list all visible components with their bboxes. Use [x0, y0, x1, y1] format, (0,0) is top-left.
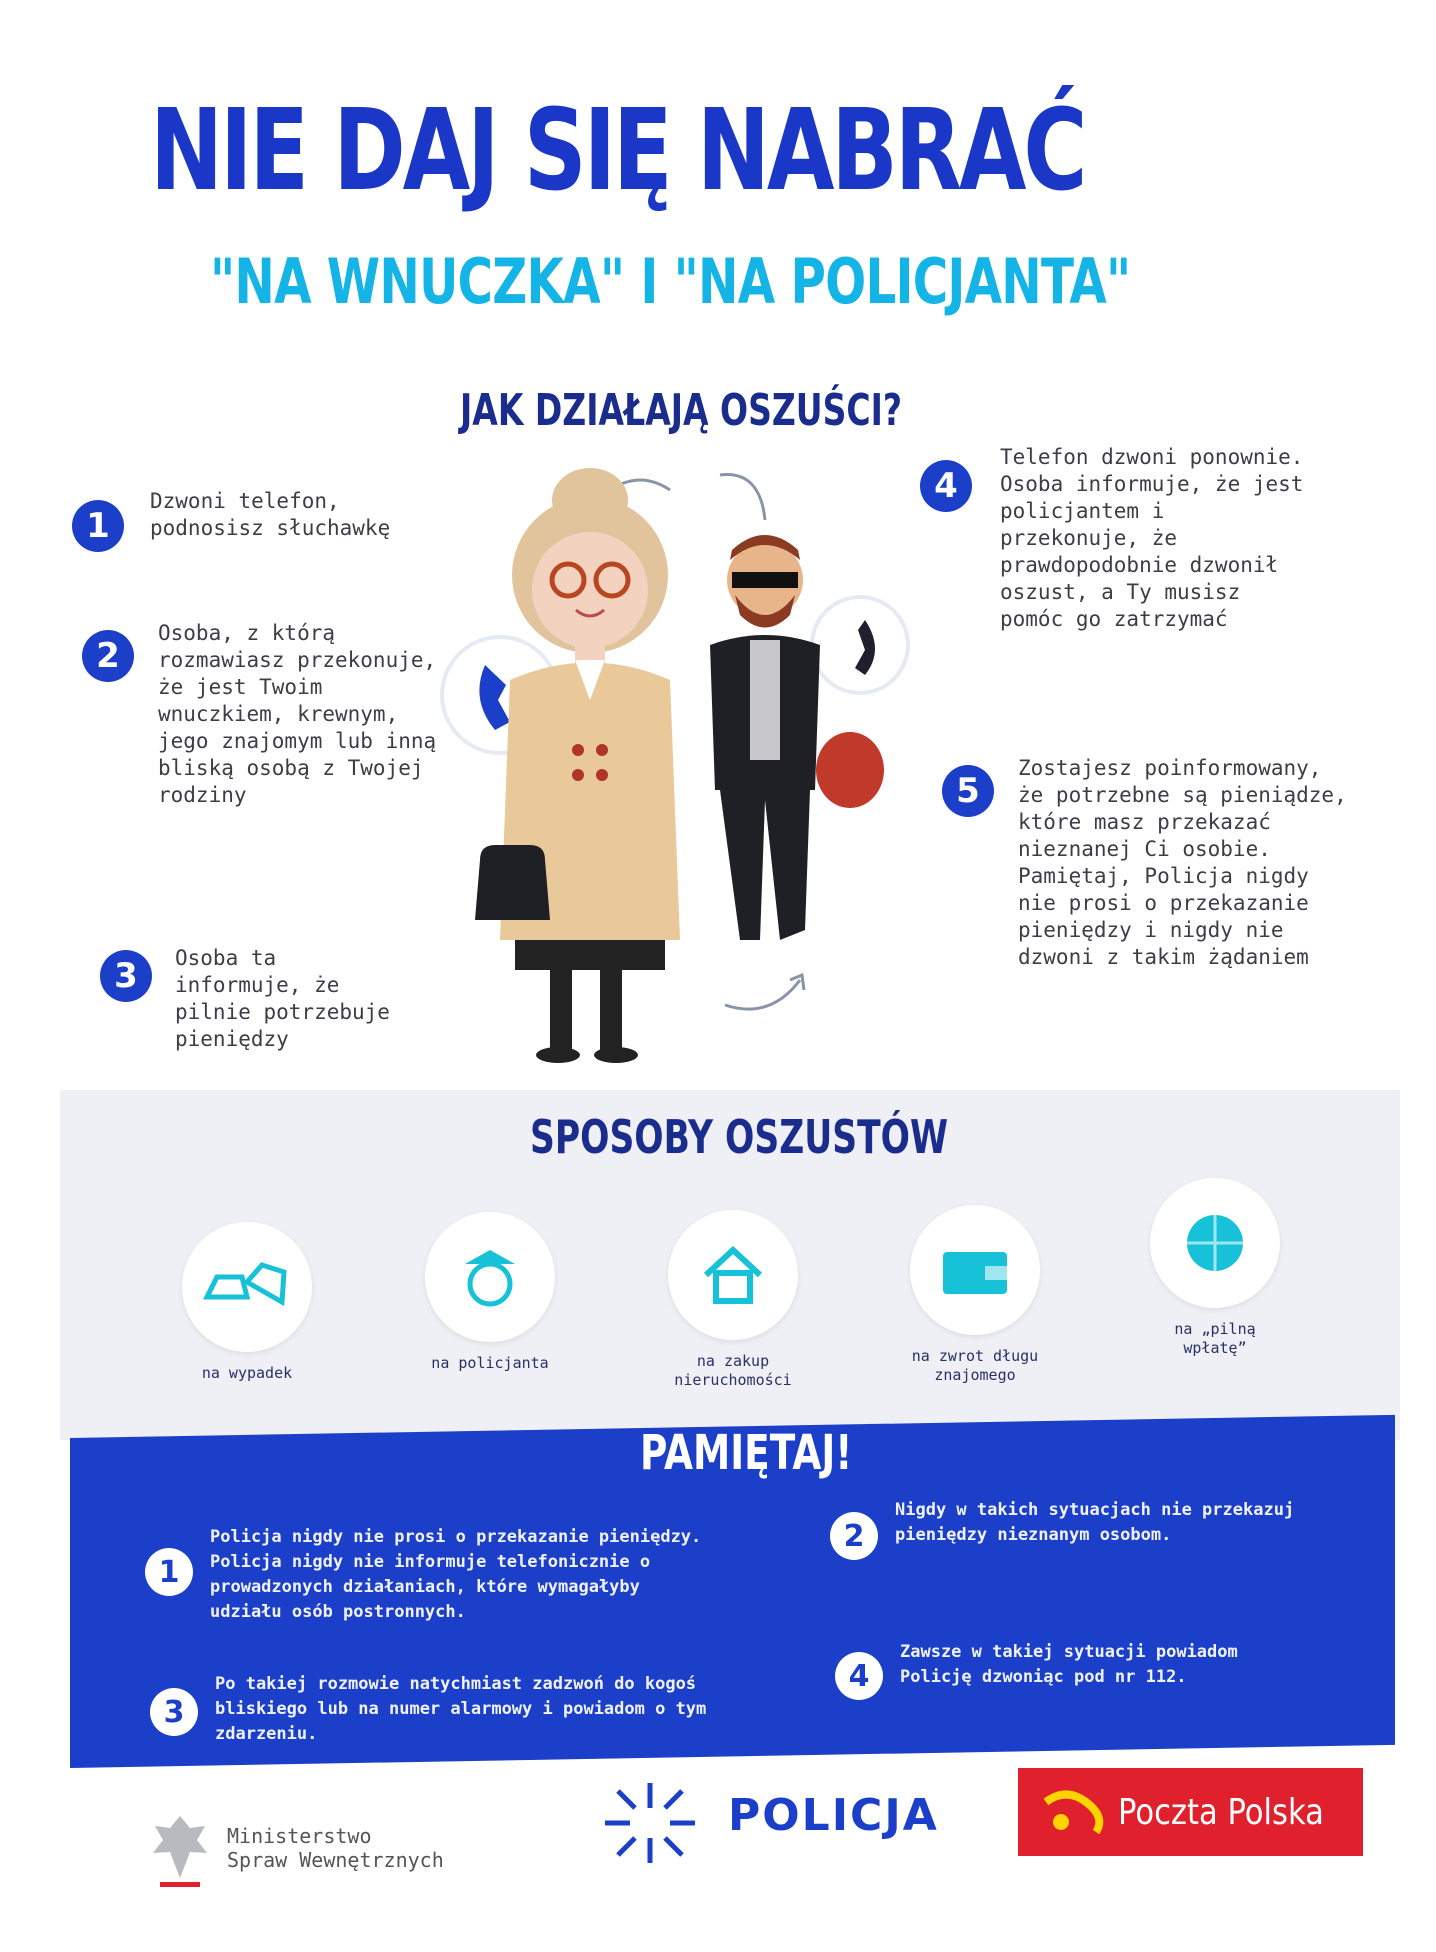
- arrow-bottom-icon: [725, 980, 800, 1009]
- method-label: na wypadek: [201, 1364, 293, 1382]
- remember-3-text: Po takiej rozmowie natychmiast zadzwoń do kogoś bliskiego lub na numer alarmowy i powiadom o tym zdarzeniu.: [215, 1674, 707, 1744]
- step-1-text: Dzwoni telefon, podnosisz słuchawkę: [150, 489, 391, 540]
- step-5-badge: 5: [942, 765, 994, 817]
- remember-4-text: Zawsze w takiej sytuacji powiadom Policję dzwoniąc pod nr 112.: [900, 1642, 1238, 1687]
- step-5-text: Zostajesz poinformowany, że potrzebne są pieniądze, które masz przekazać nieznanej Ci osobie. Pamiętaj, Policja nigdy nie prosi o przekazanie pieniędzy i nigdy nie dzwoni z takim żądaniem: [1018, 756, 1347, 969]
- posthorn-icon: [1036, 1782, 1116, 1842]
- remember-1-badge: 1: [145, 1548, 193, 1596]
- handbag-icon: [475, 845, 550, 920]
- eagle-emblem-icon: [145, 1808, 215, 1888]
- main-title: NIE DAJ SIĘ NABRAĆ: [150, 86, 1085, 216]
- step-4-text: Telefon dzwoni ponownie. Osoba informuje, że jest policjantem i przekonuje, że prawdopodobnie dzwonił oszust, a Ty musisz pomóc go zatrzymać: [1000, 445, 1304, 631]
- method-debt: [900, 1205, 1050, 1385]
- step-4-badge: 4: [920, 460, 972, 512]
- method-police: [415, 1212, 565, 1373]
- remember-4-badge: 4: [835, 1652, 883, 1700]
- policja-logo-text: POLICJA: [728, 1790, 939, 1841]
- remember-title: PAMIĘTAJ!: [640, 1425, 853, 1481]
- remember-3-badge: 3: [150, 1688, 198, 1736]
- subtitle: "NA WNUCZKA" I "NA POLICJANTA": [210, 245, 1131, 318]
- step-3-text: Osoba ta informuje, że pilnie potrzebuje pieniędzy: [175, 946, 390, 1051]
- step-3-badge: 3: [100, 950, 152, 1002]
- car-accident-icon: [182, 1222, 312, 1352]
- phone-bubble-right: [812, 597, 908, 693]
- poczta-polska-logo: [1018, 1768, 1363, 1856]
- step-1-badge: 1: [72, 500, 124, 552]
- scam-illustration: [440, 460, 920, 1080]
- remember-1-text: Policja nigdy nie prosi o przekazanie pieniędzy. Policja nigdy nie informuje telefonicznie o prowadzonych działaniach, które wymagałyby udziału osób postronnych.: [210, 1527, 702, 1622]
- policja-star-icon: [600, 1778, 700, 1868]
- poczta-polska-text: Poczta Polska: [1118, 1791, 1324, 1833]
- police-officer-icon: [425, 1212, 555, 1342]
- stolen-bag-icon: [816, 732, 884, 808]
- remember-2-text: Nigdy w takich sytuacjach nie przekazuj pieniędzy nieznanym osobom.: [895, 1500, 1295, 1545]
- ministry-line-2: Spraw Wewnętrznych: [227, 1848, 444, 1872]
- ministry-logo: [145, 1808, 444, 1888]
- method-label: na policjanta: [431, 1354, 549, 1372]
- globe-icon: [1150, 1178, 1280, 1308]
- method-urgent: [1140, 1178, 1290, 1358]
- section-heading-how-scammers-work: JAK DZIAŁAJĄ OSZUŚCI?: [460, 385, 903, 436]
- wallet-icon: [910, 1205, 1040, 1335]
- ministry-line-1: Ministerstwo: [227, 1824, 372, 1848]
- methods-title: SPOSOBY OSZUSTÓW: [530, 1110, 949, 1164]
- house-icon: [668, 1210, 798, 1340]
- method-label: na zakup nieruchomości: [674, 1352, 792, 1389]
- step-2-text: Osoba, z którą rozmawiasz przekonuje, że jest Twoim wnuczkiem, krewnym, jego znajomym lub inną bliską osobą z Twojej rodziny: [158, 621, 437, 807]
- method-property: [658, 1210, 808, 1390]
- remember-2-badge: 2: [830, 1512, 878, 1560]
- method-accident: [172, 1222, 322, 1383]
- step-2-badge: 2: [82, 630, 134, 682]
- method-label: na zwrot długu znajomego: [911, 1347, 1039, 1384]
- method-label: na „pilną wpłatę”: [1174, 1320, 1256, 1357]
